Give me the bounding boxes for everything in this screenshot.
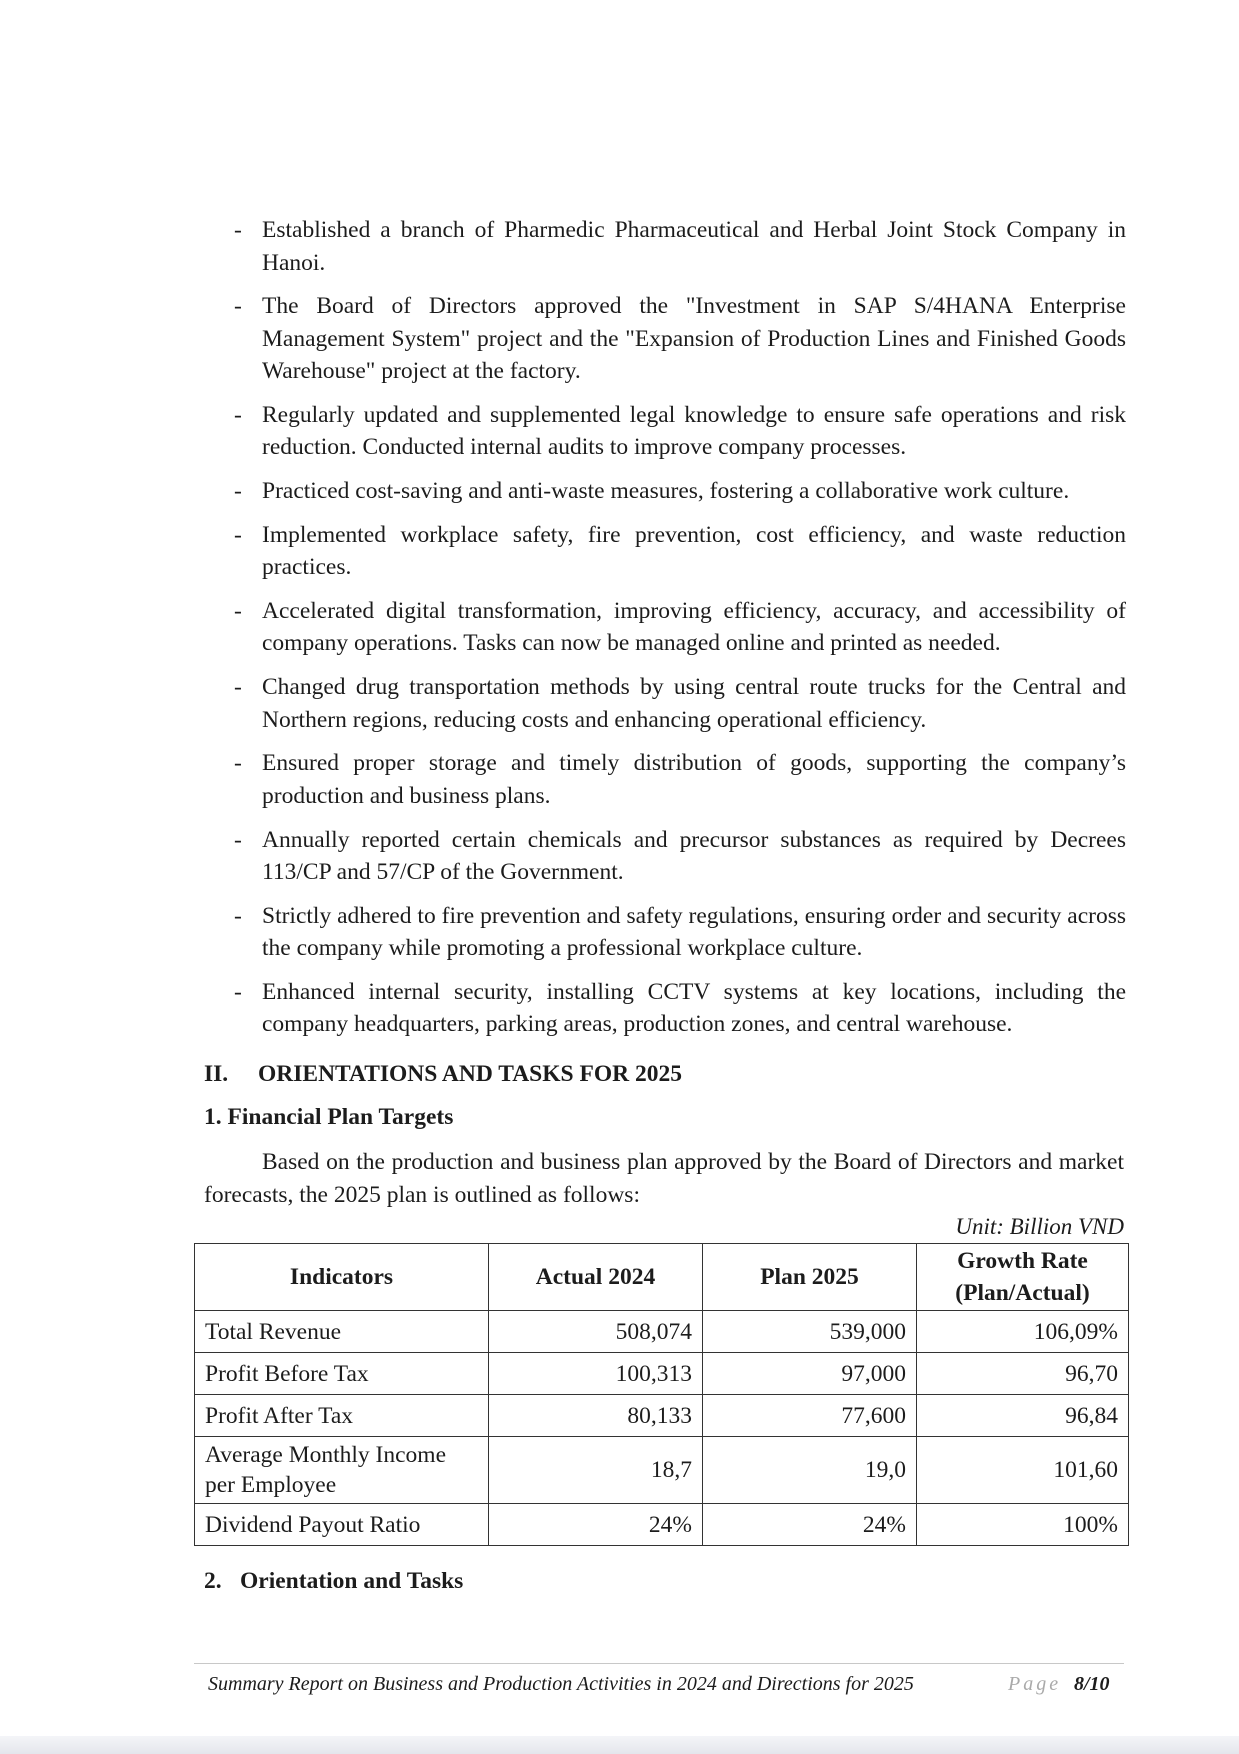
intro-paragraph: Based on the production and business plan approved by the Board of Directors and market forecasts, the 2025 plan is outlined as follows:: [204, 1149, 1124, 1208]
column-header-indicators: Indicators: [195, 1244, 489, 1311]
bullet-dash: -: [234, 750, 242, 777]
list-item: [232, 399, 1126, 464]
table-cell-plan: 77,600: [703, 1395, 917, 1437]
table-cell-indicator: Profit Before Tax: [195, 1353, 489, 1395]
list-item-text: Strictly adhered to fire prevention and safety regulations, ensuring order and security across the company while promoting a professional workplace culture.: [262, 902, 1126, 962]
list-item: [232, 595, 1126, 660]
table-row: [195, 1504, 1129, 1546]
bullet-dash: -: [234, 674, 242, 701]
subsection-heading-financial-targets: 1. Financial Plan Targets: [204, 1104, 454, 1130]
table-cell-actual: 18,7: [489, 1437, 703, 1504]
bullet-dash: -: [234, 401, 242, 428]
bullet-dash: -: [234, 521, 242, 548]
list-item: [232, 900, 1126, 965]
table-cell-indicator: Dividend Payout Ratio: [195, 1504, 489, 1546]
subsection-heading-orientation: [204, 1565, 463, 1597]
bullet-dash: -: [234, 217, 242, 243]
list-item-text: Accelerated digital transformation, improving efficiency, accuracy, and accessibility of company operations. Tasks can now be managed online and printed as needed.: [262, 597, 1126, 657]
column-header-actual-2024: Actual 2024: [489, 1244, 703, 1311]
list-item: [232, 747, 1126, 812]
list-item: [232, 290, 1126, 388]
table-header-row: [195, 1244, 1129, 1311]
table-cell-indicator: Average Monthly Income per Employee: [195, 1437, 489, 1504]
column-header-growth-rate: Growth Rate (Plan/Actual): [917, 1244, 1129, 1311]
list-item: [232, 475, 1126, 508]
table-row: [195, 1395, 1129, 1437]
bullet-dash: -: [234, 293, 242, 320]
list-item: [232, 824, 1126, 889]
list-item-text: The Board of Directors approved the "Investment in SAP S/4HANA Enterprise Management System" project and the "Expansion of Production Lines and Finished Goods Warehouse" project at the factory.: [262, 293, 1126, 385]
list-item-text: Regularly updated and supplemented legal knowledge to ensure safe operations and risk reduction. Conducted internal audits to improve company processes.: [262, 401, 1126, 461]
table-cell-plan: 539,000: [703, 1311, 917, 1353]
list-item-text: Changed drug transportation methods by using central route trucks for the Central and Northern regions, reducing costs and enhancing operational efficiency.: [262, 674, 1126, 733]
table-cell-actual: 24%: [489, 1504, 703, 1546]
table-cell-growth: 100%: [917, 1504, 1129, 1546]
table-row: [195, 1353, 1129, 1395]
table-cell-growth: 96,84: [917, 1395, 1129, 1437]
subsection-title: Orientation and Tasks: [240, 1568, 464, 1594]
list-item-text: Annually reported certain chemicals and precursor substances as required by Decrees 113/CP and 57/CP of the Government.: [262, 826, 1126, 885]
bullet-dash: -: [234, 978, 242, 1005]
list-item: [232, 519, 1126, 584]
section-number: II.: [204, 1061, 229, 1087]
list-item-text: Established a branch of Pharmedic Pharmaceutical and Herbal Joint Stock Company in Hanoi.: [262, 217, 1126, 276]
table-cell-growth: 106,09%: [917, 1311, 1129, 1353]
bullet-dash: -: [234, 597, 242, 624]
list-item: [232, 214, 1126, 279]
footer-page-number: 8/10: [1074, 1673, 1110, 1695]
list-item-text: Enhanced internal security, installing CCTV systems at key locations, including the company headquarters, parking areas, production zones, and central warehouse.: [262, 978, 1126, 1038]
subsection-number: 2.: [204, 1568, 222, 1594]
table-cell-indicator: Total Revenue: [195, 1311, 489, 1353]
list-item-text: Practiced cost-saving and anti-waste measures, fostering a collaborative work culture.: [262, 478, 1070, 505]
table-cell-actual: 100,313: [489, 1353, 703, 1395]
table-cell-plan: 19,0: [703, 1437, 917, 1504]
viewer-bottom-edge: [0, 1736, 1239, 1754]
table-cell-plan: 24%: [703, 1504, 917, 1546]
table-cell-indicator: Profit After Tax: [195, 1395, 489, 1437]
footer-divider: [194, 1663, 1124, 1664]
page-footer: [208, 1671, 1128, 1697]
table-row: [195, 1311, 1129, 1353]
list-item-text: Implemented workplace safety, fire prevention, cost efficiency, and waste reduction practices.: [262, 521, 1126, 581]
unit-note: Unit: Billion VND: [955, 1214, 1124, 1239]
footer-title: Summary Report on Business and Production Activities in 2024 and Directions for 2025: [208, 1673, 914, 1695]
table-row: [195, 1437, 1129, 1504]
table-cell-actual: 508,074: [489, 1311, 703, 1353]
bullet-dash: -: [234, 826, 242, 853]
footer-page-label: Page: [1008, 1673, 1062, 1695]
bullet-dash: -: [234, 902, 242, 929]
bullet-dash: -: [234, 478, 242, 505]
table-cell-growth: 101,60: [917, 1437, 1129, 1504]
table-cell-growth: 96,70: [917, 1353, 1129, 1395]
table-cell-plan: 97,000: [703, 1353, 917, 1395]
table-cell-actual: 80,133: [489, 1395, 703, 1437]
section-heading: [204, 1058, 682, 1090]
achievements-list: [232, 214, 1126, 1052]
list-item: [232, 671, 1126, 736]
column-header-plan-2025: Plan 2025: [703, 1244, 917, 1311]
section-title: ORIENTATIONS AND TASKS FOR 2025: [258, 1061, 682, 1087]
list-item: [232, 976, 1126, 1041]
financial-targets-table: [194, 1243, 1129, 1546]
list-item-text: Ensured proper storage and timely distribution of goods, supporting the company’s production and business plans.: [262, 750, 1126, 809]
